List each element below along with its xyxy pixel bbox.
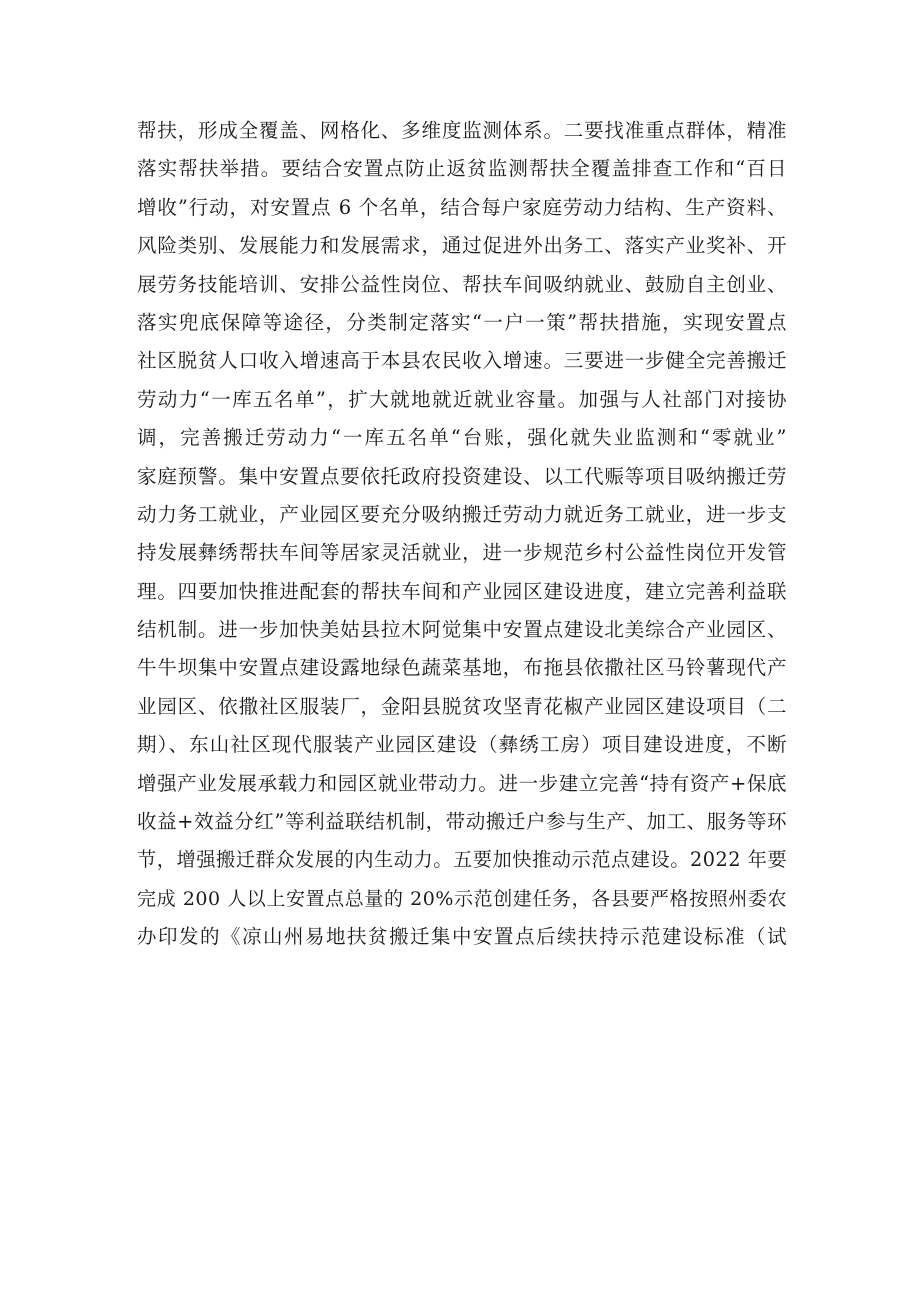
text-line: 增收”行动，对安置点 6 个名单，结合每户家庭劳动力结构、生产资料、	[137, 195, 787, 219]
text-line: 劳动力“一库五名单”，扩大就地就近就业容量。加强与人社部门对接协	[137, 387, 787, 411]
text-line: 调，完善搬迁劳动力“一库五名单“台账，强化就失业监测和“零就业”	[137, 426, 787, 450]
text-line: 理。四要加快推进配套的帮扶车间和产业园区建设进度，建立完善利益联	[137, 579, 787, 603]
text-line: 结机制。进一步加快美姑县拉木阿觉集中安置点建设北美综合产业园区、	[137, 618, 787, 642]
body-text	[137, 112, 787, 957]
text-line: 家庭预警。集中安置点要依托政府投资建设、以工代赈等项目吸纳搬迁劳	[137, 464, 787, 488]
text-line: 节，增强搬迁群众发展的内生动力。五要加快推动示范点建设。2022 年要	[137, 848, 788, 872]
text-line: 展劳务技能培训、安排公益性岗位、帮扶车间吸纳就业、鼓励自主创业、	[137, 272, 787, 296]
text-line: 落实兜底保障等途径，分类制定落实“一户一策”帮扶措施，实现安置点	[137, 310, 787, 334]
text-line: 收益+效益分红”等利益联结机制，带动搬迁户参与生产、加工、服务等环	[137, 810, 787, 834]
text-line: 完成 200 人以上安置点总量的 20%示范创建任务，各县要严格按照州委农	[137, 887, 787, 910]
text-line: 牛牛坝集中安置点建设露地绿色蔬菜基地，布拖县依撒社区马铃薯现代产	[137, 656, 787, 680]
text-line: 持发展彝绣帮扶车间等居家灵活就业，进一步规范乡村公益性岗位开发管	[137, 541, 787, 565]
text-line: 落实帮扶举措。要结合安置点防止返贫监测帮扶全覆盖排查工作和“百日	[137, 157, 787, 181]
text-line: 社区脱贫人口收入增速高于本县农民收入增速。三要进一步健全完善搬迁	[137, 349, 787, 373]
text-line: 增强产业发展承载力和园区就业带动力。进一步建立完善“持有资产+保底	[137, 771, 787, 795]
text-line: 办印发的《凉山州易地扶贫搬迁集中安置点后续扶持示范建设标准（试	[137, 925, 787, 949]
text-line: 动力务工就业，产业园区要充分吸纳搬迁劳动力就近务工就业，进一步支	[137, 502, 787, 526]
text-line: 帮扶，形成全覆盖、网格化、多维度监测体系。二要找准重点群体，精准	[137, 119, 787, 142]
text-line: 业园区、依撒社区服装厂，金阳县脱贫攻坚青花椒产业园区建设项目（二	[137, 694, 787, 718]
text-line: 风险类别、发展能力和发展需求，通过促进外出务工、落实产业奖补、开	[137, 234, 787, 258]
text-line: 期）、东山社区现代服装产业园区建设（彝绣工房）项目建设进度，不断	[137, 733, 787, 757]
